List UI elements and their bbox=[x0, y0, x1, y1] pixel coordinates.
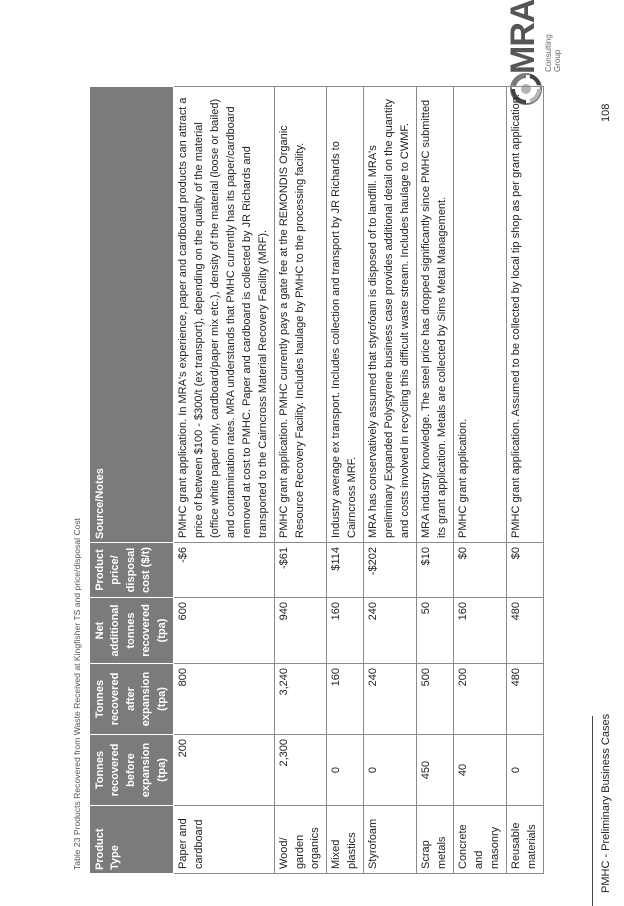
table-row bbox=[417, 87, 454, 874]
table-row bbox=[327, 87, 364, 874]
net-cell: 940 bbox=[274, 598, 327, 664]
before-cell: 2,300 bbox=[274, 735, 327, 806]
table-row bbox=[173, 87, 274, 874]
footer-divider bbox=[592, 716, 593, 906]
price-cell: $0 bbox=[453, 543, 506, 598]
net-cell: 600 bbox=[173, 598, 274, 664]
after-cell: 200 bbox=[453, 664, 506, 735]
header-before-expansion: Tonnes recovered before expansion (tpa) bbox=[90, 735, 174, 806]
price-cell: -$61 bbox=[274, 543, 327, 598]
product-cell: Paper and cardboard bbox=[173, 806, 274, 874]
notes-cell: MRA has conservatively assumed that styrofoam is disposed of to landfill. MRA's preliminary Expanded Polystyrene business case provides additional detail on the quantity and costs involved in recycling this difficult waste stream. Includes haulage to CWMF. bbox=[364, 87, 417, 543]
table-row bbox=[453, 87, 506, 874]
net-cell: 160 bbox=[453, 598, 506, 664]
price-cell: -$6 bbox=[173, 543, 274, 598]
before-cell: 0 bbox=[506, 735, 543, 806]
notes-cell: PMHC grant application. In MRA's experience, paper and cardboard products can attract a price of between $100 - $300/t (ex transport), depending on the quality of the material (office white paper only, cardboard/paper mix etc.), density of the material (loose or bailed) and contamination rates. MRA understands that PMHC currently has its paper/cardboard removed at cost to PMHC. Paper and cardboard is collected by JR Richards and transported to the Cairncross Material Recovery Facility (MRF). bbox=[173, 87, 274, 543]
page-number: 108 bbox=[600, 103, 612, 122]
product-cell: Mixed plastics bbox=[327, 806, 364, 874]
product-cell: Reusable materials bbox=[506, 806, 543, 874]
before-cell: 0 bbox=[364, 735, 417, 806]
logo-brand: MRA bbox=[504, 0, 542, 74]
net-cell: 240 bbox=[364, 598, 417, 664]
after-cell: 800 bbox=[173, 664, 274, 735]
table-row bbox=[274, 87, 327, 874]
price-cell: $10 bbox=[417, 543, 454, 598]
logo-subtitle: Consulting Group bbox=[544, 34, 562, 72]
product-cell: Concrete and masonry bbox=[453, 806, 506, 874]
footer-title: PMHC - Preliminary Business Cases bbox=[600, 713, 612, 893]
notes-cell: PMHC grant application. Assumed to be collected by local tip shop as per grant application. bbox=[506, 87, 543, 543]
header-after-expansion: Tonnes recovered after expansion (tpa) bbox=[90, 664, 174, 735]
table-row bbox=[506, 87, 543, 874]
notes-cell: PMHC grant application. bbox=[453, 87, 506, 543]
header-source-notes: Source/Notes bbox=[90, 87, 174, 543]
price-cell: $0 bbox=[506, 543, 543, 598]
notes-cell: MRA industry knowledge. The steel price has dropped significantly since PMHC submitted its grant application. Metals are collected by Sims Metal Management. bbox=[417, 87, 454, 543]
after-cell: 240 bbox=[364, 664, 417, 735]
after-cell: 500 bbox=[417, 664, 454, 735]
before-cell: 200 bbox=[173, 735, 274, 806]
products-table bbox=[89, 86, 544, 874]
product-cell: Styrofoam bbox=[364, 806, 417, 874]
header-product-type: Product Type bbox=[90, 806, 174, 874]
product-cell: Scrap metals bbox=[417, 806, 454, 874]
table-header-row bbox=[90, 87, 174, 874]
table-row bbox=[364, 87, 417, 874]
before-cell: 0 bbox=[327, 735, 364, 806]
net-cell: 480 bbox=[506, 598, 543, 664]
notes-cell: PMHC grant application. PMHC currently pays a gate fee at the REMONDIS Organic Resource Recovery Facility. Includes haulage by PMHC to the processing facility. bbox=[274, 87, 327, 543]
price-cell: -$202 bbox=[364, 543, 417, 598]
before-cell: 40 bbox=[453, 735, 506, 806]
header-net-additional: Net additional tonnes recovered (tpa) bbox=[90, 598, 174, 664]
notes-cell: Industry average ex transport. Includes collection and transport by JR Richards to Cairncross MRF. bbox=[327, 87, 364, 543]
after-cell: 480 bbox=[506, 664, 543, 735]
net-cell: 50 bbox=[417, 598, 454, 664]
net-cell: 160 bbox=[327, 598, 364, 664]
before-cell: 450 bbox=[417, 735, 454, 806]
product-cell: Wood/ garden organics bbox=[274, 806, 327, 874]
table-caption: Table 23 Products Recovered from Waste Received at Kingfisher TS and price/disposal Cost bbox=[72, 517, 82, 870]
header-price-cost: Product price/ disposal cost ($/t) bbox=[90, 543, 174, 598]
price-cell: $114 bbox=[327, 543, 364, 598]
after-cell: 160 bbox=[327, 664, 364, 735]
after-cell: 3,240 bbox=[274, 664, 327, 735]
